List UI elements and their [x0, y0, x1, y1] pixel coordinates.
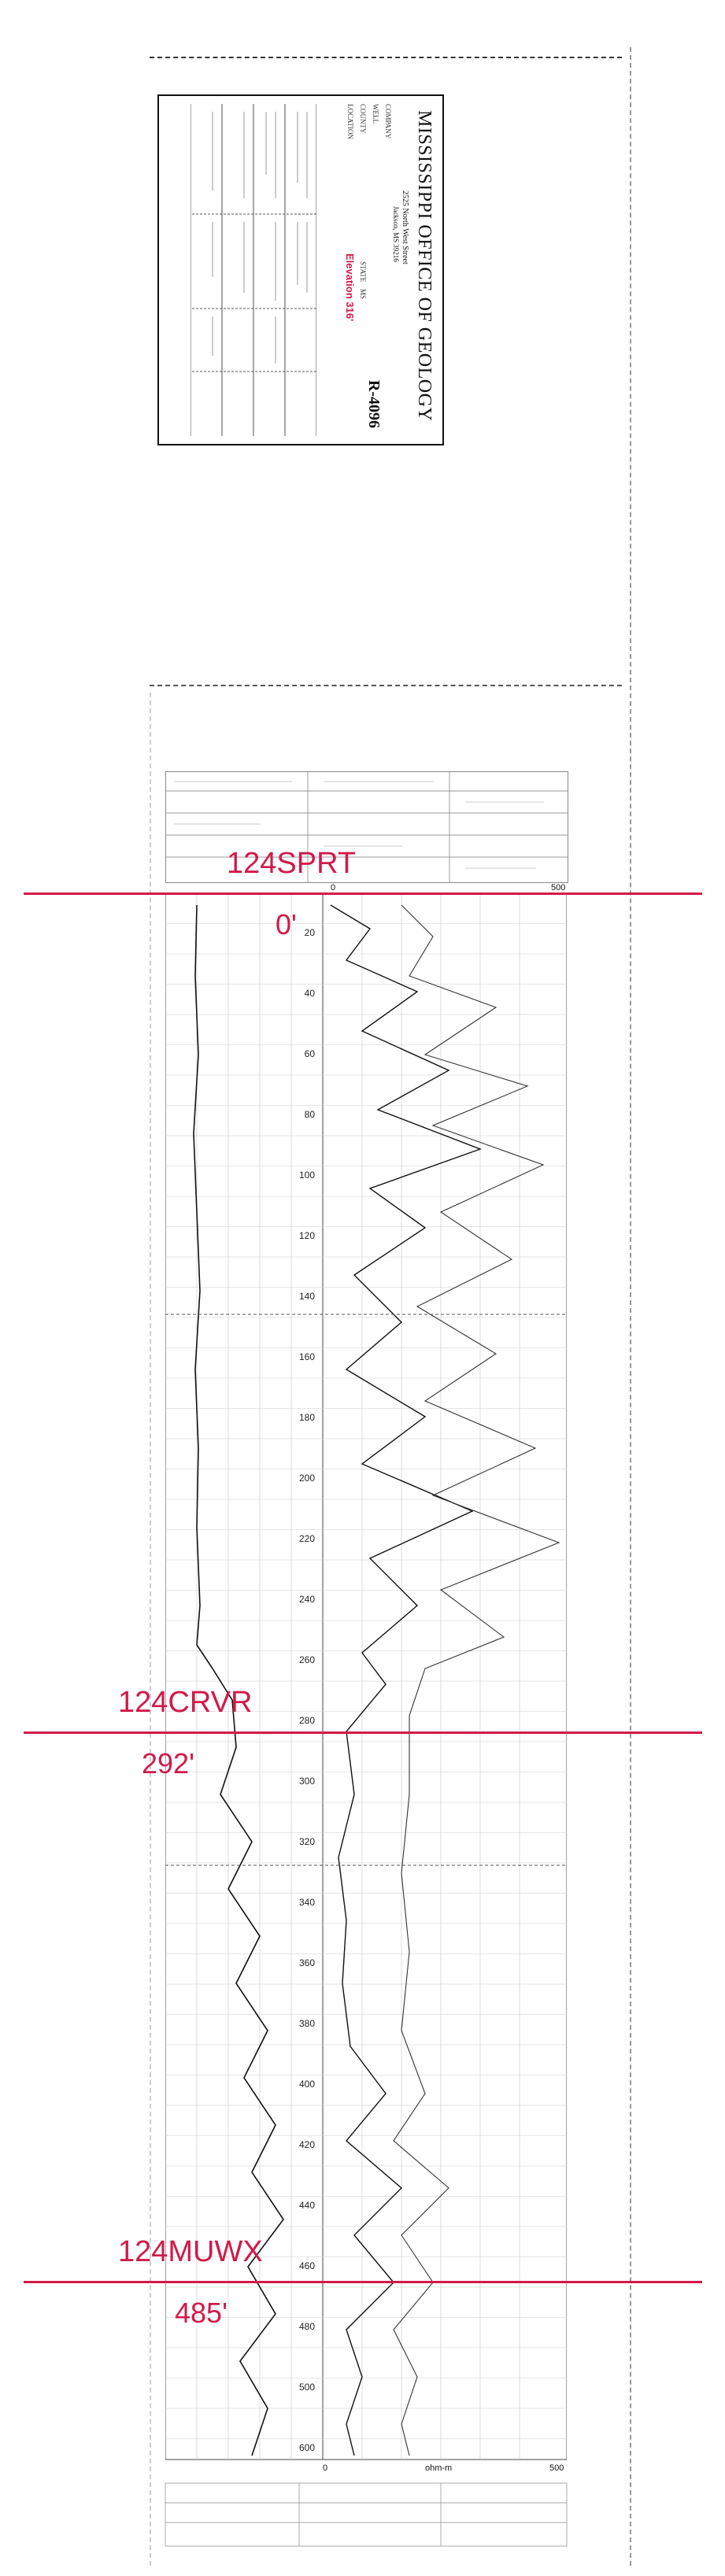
left-page-edge: [150, 693, 151, 2566]
depth-label: 480: [298, 2321, 315, 2332]
depth-label: 120: [298, 1230, 315, 1241]
formation-top-depth: 292': [142, 1747, 194, 1780]
depth-label: 80: [304, 1109, 315, 1120]
well-header-card: [157, 94, 444, 445]
formation-top-name: 124SPRT: [227, 847, 357, 880]
depth-label: 100: [298, 1170, 315, 1181]
depth-label: 280: [298, 1715, 315, 1726]
resistivity-curve-shallow: [394, 905, 559, 2456]
depth-label: 220: [298, 1533, 315, 1544]
field-label-location: LOCATION: [346, 104, 354, 139]
bottom-scale-left: 0: [323, 2463, 328, 2473]
bottom-scale-right: 500: [549, 2463, 564, 2473]
depth-label: 400: [298, 2079, 315, 2090]
depth-label: 300: [298, 1776, 315, 1787]
depth-label: 40: [304, 988, 315, 999]
sp-curve: [194, 905, 283, 2456]
second-page-edge: [150, 685, 622, 686]
top-page-edge: [150, 57, 622, 58]
agency-title: MISSISSIPPI OFFICE OF GEOLOGY: [414, 110, 435, 422]
depth-label: 200: [298, 1473, 315, 1484]
formation-top-line-muwx: [24, 2281, 702, 2283]
depth-label: 340: [298, 1897, 315, 1908]
depth-label: 140: [298, 1291, 315, 1302]
agency-address-city: Jackson, MS 39216: [392, 206, 400, 262]
depth-label: 440: [298, 2200, 315, 2211]
formation-top-line-crvr: [24, 1732, 702, 1734]
depth-label: 600: [298, 2442, 315, 2453]
formation-top-depth: 485': [175, 2297, 227, 2329]
resistivity-curve-deep: [331, 905, 480, 2456]
depth-label: 420: [298, 2139, 315, 2150]
depth-label: 500: [298, 2382, 315, 2393]
formation-top-name: 124CRVR: [118, 1686, 253, 1719]
state-label: STATE: [359, 261, 367, 283]
depth-label: 380: [298, 2018, 315, 2029]
formation-top-name: 124MUWX: [118, 2235, 263, 2268]
agency-address-street: 2525 North West Street: [401, 190, 409, 264]
depth-label: 460: [298, 2260, 315, 2271]
depth-label: 260: [298, 1654, 315, 1665]
depth-label: 360: [298, 1957, 315, 1968]
depth-label: 240: [298, 1594, 315, 1605]
bottom-scale-unit: ohm-m: [425, 2463, 453, 2473]
field-label-county: COUNTY: [359, 104, 367, 134]
state-value: MS: [359, 289, 367, 300]
rotated-header: [159, 96, 442, 444]
right-page-edge: [630, 47, 631, 2566]
depth-label: 160: [298, 1351, 315, 1362]
depth-label: 320: [298, 1836, 315, 1847]
top-scale-left: 0: [331, 883, 336, 893]
formation-top-line-spirt: [24, 893, 702, 895]
formation-top-depth: 0': [276, 908, 297, 941]
depth-label: 180: [298, 1412, 315, 1423]
elevation-stamp: Elevation 316': [344, 253, 356, 322]
depth-label: 20: [304, 927, 315, 938]
header-card-table: [190, 104, 316, 436]
top-scale-right: 500: [551, 883, 566, 893]
field-label-company: COMPANY: [384, 104, 392, 139]
depth-label: 60: [304, 1048, 315, 1059]
well-id: R-4096: [365, 379, 383, 428]
field-label-well: WELL: [372, 104, 379, 124]
